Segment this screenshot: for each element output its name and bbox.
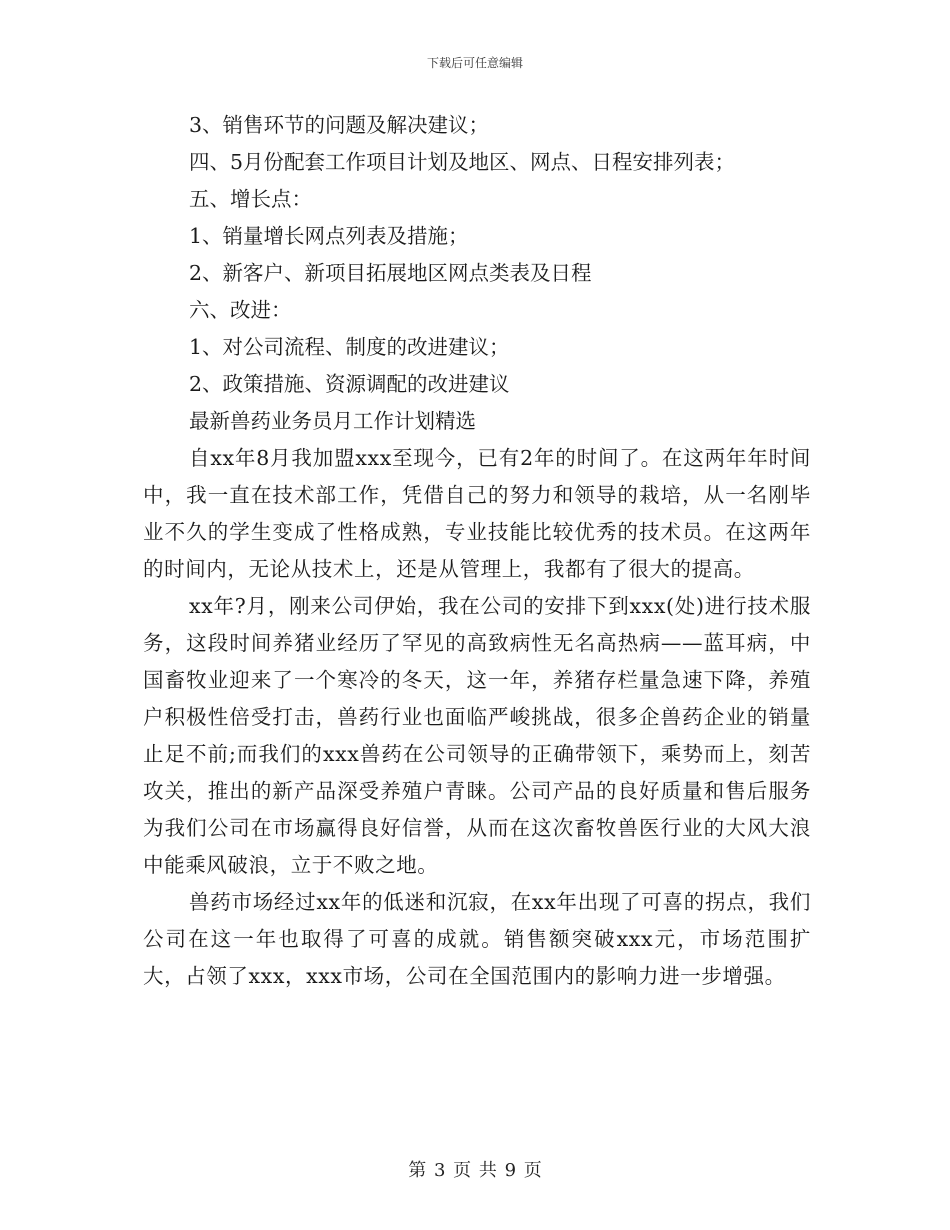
document-body <box>143 107 811 995</box>
paragraph-achievement: 兽药市场经过xx年的低迷和沉寂，在xx年出现了可喜的拐点，我们公司在这一年也取得了可喜的成就。销售额突破xxx元，市场范围扩大，占领了xxx，xxx市场，公司在全国范围内的影响力进一步增强。 <box>143 890 811 988</box>
paragraph-service: xx年?月，刚来公司伊始，我在公司的安排下到xxx(处)进行技术服务，这段时间养猪业经历了罕见的高致病性无名高热病——蓝耳病，中国畜牧业迎来了一个寒冷的冬天，这一年，养猪存栏量急速下降，养殖户积极性倍受打击，兽药行业也面临严峻挑战，很多企兽药企业的销量止足不前;而我们的xxx兽药在公司领导的正确带领下，乘势而上，刻苦攻关，推出的新产品深受养殖户青睐。公司产品的良好质量和售后服务为我们公司在市场赢得良好信誉，从而在这次畜牧兽医行业的大风大浪中能乘风破浪，立于不败之地。 <box>143 594 811 877</box>
outline-heading-growth: 五、增长点： <box>189 187 312 211</box>
outline-item-policy-improvement: 2、政策措施、资源调配的改进建议 <box>189 372 510 396</box>
outline-heading-improvement: 六、改进： <box>189 298 292 322</box>
paragraph-intro: 自xx年8月我加盟xxx至现今，已有2年的时间了。在这两年年时间中，我一直在技术部工作，凭借自己的努力和领导的栽培，从一名刚毕业不久的学生变成了性格成熟，专业技能比较优秀的技术员。在这两年的时间内，无论从技术上，还是从管理上，我都有了很大的提高。 <box>143 446 811 581</box>
page-header-note: 下载后可任意编辑 <box>426 56 523 70</box>
page-number: 第 3 页 共 9 页 <box>408 1160 542 1181</box>
outline-item-new-customers: 2、新客户、新项目拓展地区网点类表及日程 <box>189 261 592 285</box>
outline-heading-may-plan: 四、5月份配套工作项目计划及地区、网点、日程安排列表； <box>189 150 736 174</box>
outline-item-sales-issues: 3、销售环节的问题及解决建议； <box>189 113 490 137</box>
section-title: 最新兽药业务员月工作计划精选 <box>189 409 476 433</box>
outline-item-sales-growth: 1、销量增长网点列表及措施； <box>189 224 469 248</box>
outline-item-process-improvement: 1、对公司流程、制度的改进建议； <box>189 335 510 359</box>
